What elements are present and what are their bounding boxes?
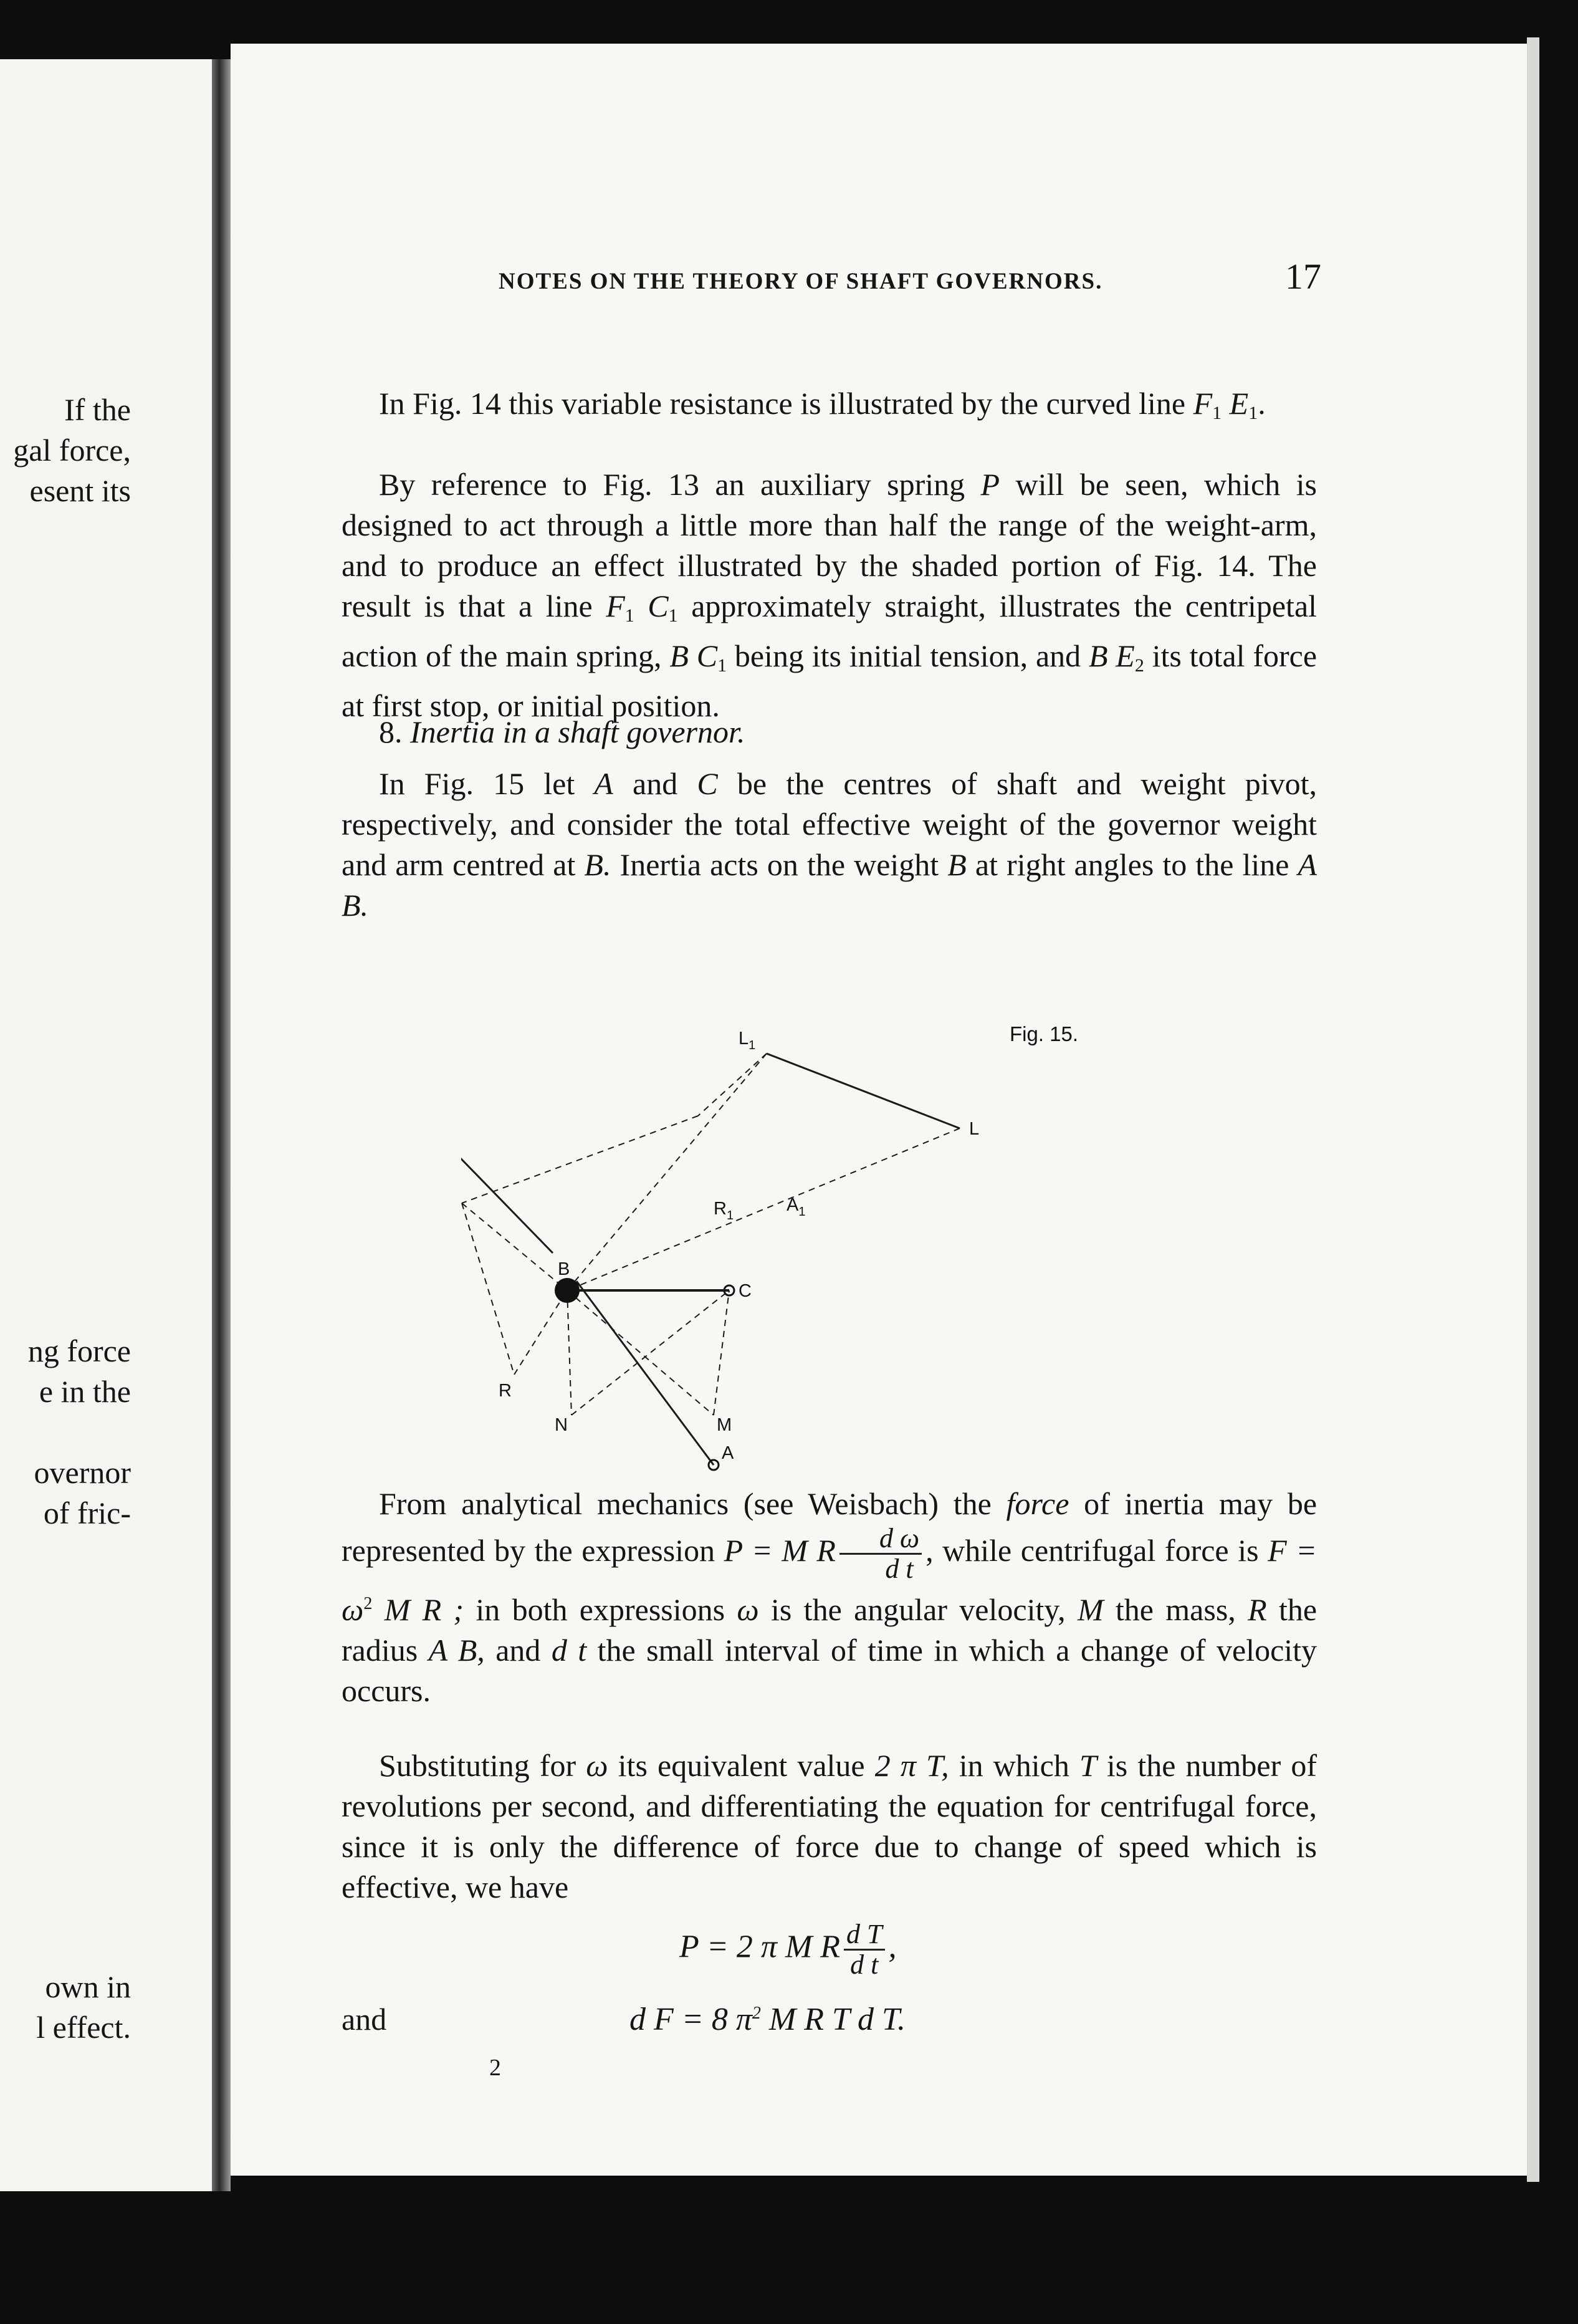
equation-centrifugal-differential: d F = 8 $\pi^2$ M R T d T. [629, 2002, 906, 2037]
left-fragment-line: own in [45, 1969, 131, 2004]
dashed-line-R-B [514, 1290, 567, 1375]
left-fragment-line: gal force, [13, 433, 131, 468]
label-M: M [717, 1415, 732, 1435]
label-R: R [499, 1381, 512, 1401]
dashed-line-L-B [567, 1128, 960, 1290]
and-label: and [342, 2002, 387, 2037]
label-R1: $R_1$ [714, 1199, 734, 1222]
left-fragment-line: of fric- [43, 1496, 131, 1530]
label-L: L [969, 1119, 980, 1139]
dashed-line-B-M [567, 1290, 714, 1415]
signature-mark: 2 [489, 2055, 501, 2081]
dashed-line-L1-B [567, 1054, 767, 1290]
fraction-d-omega-dt: $\frac{\text{d ω}}{\text{d t}}$ [839, 1524, 922, 1583]
paragraph-fig15-intro: In Fig. 15 let A and C be the centres of shaft and weight pivot, respectively, and consider the total effective weight of the governor weight and arm centred at B. Inertia acts on the weight B at right angles to the line A B. [342, 766, 1317, 923]
left-fragment-line: ng force [27, 1333, 131, 1368]
label-L1: $L_1$ [739, 1029, 756, 1052]
point-B-weight [555, 1278, 580, 1303]
section-heading: 8. Inertia in a shaft governor. [379, 714, 745, 749]
left-page-fragment [0, 59, 212, 2191]
fraction-dT-dt: $\frac{\text{d T}}{\text{d t}}$ [844, 1920, 884, 1979]
dashed-line-M-C [714, 1290, 729, 1415]
left-fragment-line: If the [64, 392, 131, 427]
page-number: 17 [1285, 256, 1321, 297]
paragraph-fig14: In Fig. 14 this variable resistance is illustrated by the curved line $F_1$ $E_1$. [379, 386, 1266, 423]
paragraph-inertia-force: From analytical mechanics (see Weisbach) the force of inertia may be represented by the expression P = M R $\frac{\text{d ω}}{\text{d t}}$ , while centrifugal force is $F = \omega^2$ M R ; in both expressions ω is the angular velocity, M the mass, R the radius A B, and d t the small interval of time in which a change of velocity occurs. [342, 1486, 1317, 1708]
left-fragment-line: l effect. [36, 2010, 131, 2045]
book-gutter [212, 59, 231, 2191]
label-C: C [739, 1281, 752, 1301]
paragraph-auxiliary-spring: By reference to Fig. 13 an auxiliary spring P will be seen, which is designed to act through a little more than half the range of the weight-arm, and to produce an effect illustrated by the shaded portion of Fig. 14. The result is that a line $F_1$ $C_1$ approximately straight, illustrates the centripetal action of the main spring, B $C_1$ being its initial tension, and B $E_2$ its total force at first stop, or initial position. [342, 467, 1317, 723]
dashed-line-R1-B [462, 1203, 567, 1290]
page-edge [1527, 37, 1539, 2182]
dashed-line-N-C [571, 1290, 729, 1415]
dashed-line-R1-R [462, 1203, 514, 1375]
running-head: NOTES ON THE THEORY OF SHAFT GOVERNORS. [499, 269, 1103, 294]
equation-inertia-force: P = 2 π M R $\frac{\text{d T}}{\text{d t}}$ , [679, 1919, 897, 1980]
label-A: A [722, 1443, 734, 1463]
right-page [231, 44, 1527, 2176]
solid-line-A1-A [461, 1066, 553, 1253]
figure-caption: Fig. 15. [1010, 1022, 1079, 1045]
dashed-line-L1-A1 [698, 1054, 767, 1116]
paragraph-substituting: Substituting for ω its equivalent value 2 π T, in which T is the number of revolutions per second, and differentiating the equation for centrifugal force, since it is only the difference of force due to change of speed which is effective, we have [342, 1748, 1317, 1904]
label-B: B [558, 1259, 570, 1279]
label-N: N [555, 1415, 568, 1435]
dashed-line-A1-R1 [462, 1116, 698, 1203]
figure-15-diagram [461, 966, 1421, 1515]
solid-line-B-A [576, 1281, 714, 1465]
left-fragment-line: e in the [39, 1374, 131, 1409]
dashed-line-B-N [567, 1290, 571, 1415]
solid-line-L1-L [767, 1054, 960, 1128]
left-fragment-line: esent its [29, 473, 131, 508]
label-A1: $A_1$ [787, 1195, 806, 1219]
left-fragment-line: overnor [34, 1455, 131, 1490]
